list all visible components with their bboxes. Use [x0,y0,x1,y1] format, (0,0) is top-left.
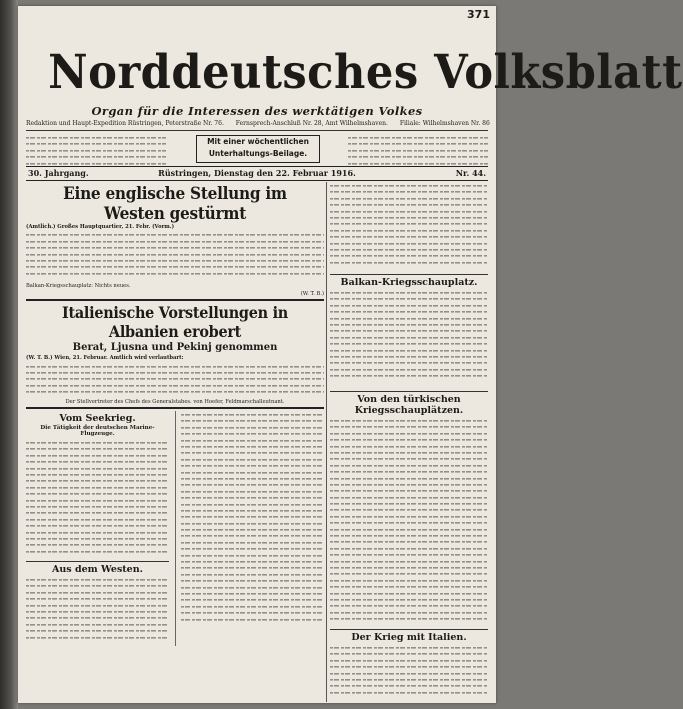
page-number: 371 [467,8,490,21]
seekrieg-body [26,439,169,559]
lead-balkan-note: Balkan-Kriegsschauplatz: Nichts neues. [26,283,131,290]
italien-heading: Der Krieg mit Italien. [351,632,467,643]
issue-number: Nr. 44. [455,168,486,178]
lead-article-body [26,231,324,283]
divider [330,629,488,630]
main-column [26,182,324,702]
subscription-terms-left [26,134,166,164]
second-headline: Italienische Vorstellungen in Albanien erobert [62,303,288,342]
supplement-line-2: Unterhaltungs-Beilage. [208,149,308,158]
second-deck: Berat, Ljusna und Pekinj genommen [72,342,278,354]
lower-column-1 [26,411,169,646]
supplement-box [196,135,320,163]
editorial-address: Redaktion und Haupt-Expedition Rüstringen, Peterstraße Nr. 76. [26,120,224,127]
issue-row [26,167,488,181]
advertising-terms-right [348,134,488,164]
right-column [330,182,488,702]
divider [26,299,324,301]
supplement-line-1: Mit einer wöchentlichen [207,137,309,146]
second-signoff: Der Stellvertreter des Chefs des Generalstabes. von Hoefer, Feldmarschalleutnant. [65,398,285,405]
masthead-title: Norddeutsches Volksblatt [48,45,683,100]
column-rule [326,182,327,702]
lead-signoff: (W. T. B.) [300,290,324,297]
subscription-notice-block [26,132,488,167]
lower-columns [26,411,324,646]
book-binding [0,0,18,709]
telephone-info: Fernsprech-Anschluß Nr. 28, Amt Wilhelmshaven. [235,120,388,127]
lead-headline: Eine englische Stellung im Westen gestürmt [63,184,287,224]
divider [26,407,324,409]
divider [330,391,488,392]
branch-info: Filiale: Wilhelmshaven Nr. 86 [399,120,490,127]
second-article-body [26,363,324,399]
divider [26,561,169,562]
westen-body [26,576,169,646]
right-column-intro [330,182,488,272]
publisher-info-row [26,118,488,131]
balkan-body [330,289,488,389]
westen-heading: Aus dem Westen. [52,564,143,576]
tuerkisch-heading: Von den türkischen Kriegsschauplätzen. [354,394,464,416]
tuerkisch-body [330,417,488,627]
lead-dateline: (Amtlich.) Großes Hauptquartier, 21. Febr. (Vorm.) [26,224,175,230]
issue-dateline: Rüstringen, Dienstag den 22. Februar 1916. [158,168,356,178]
lower-column-2-body [181,411,324,641]
divider [330,274,488,275]
italien-body [330,644,488,704]
volume-year: 30. Jahrgang. [28,168,89,178]
seekrieg-subheading: Die Tätigkeit der deutschen Marine-Flugzeuge. [40,425,155,438]
lower-column-2 [175,411,324,646]
seekrieg-heading: Vom Seekrieg. [59,413,136,425]
newspaper-page [18,6,683,703]
balkan-heading: Balkan-Kriegsschauplatz. [340,277,478,288]
second-dateline: (W. T. B.) Wien, 21. Februar. Amtlich wird verlautbart: [26,355,184,362]
masthead-subtitle: Organ für die Interessen des werktätigen Volkes [91,104,423,118]
